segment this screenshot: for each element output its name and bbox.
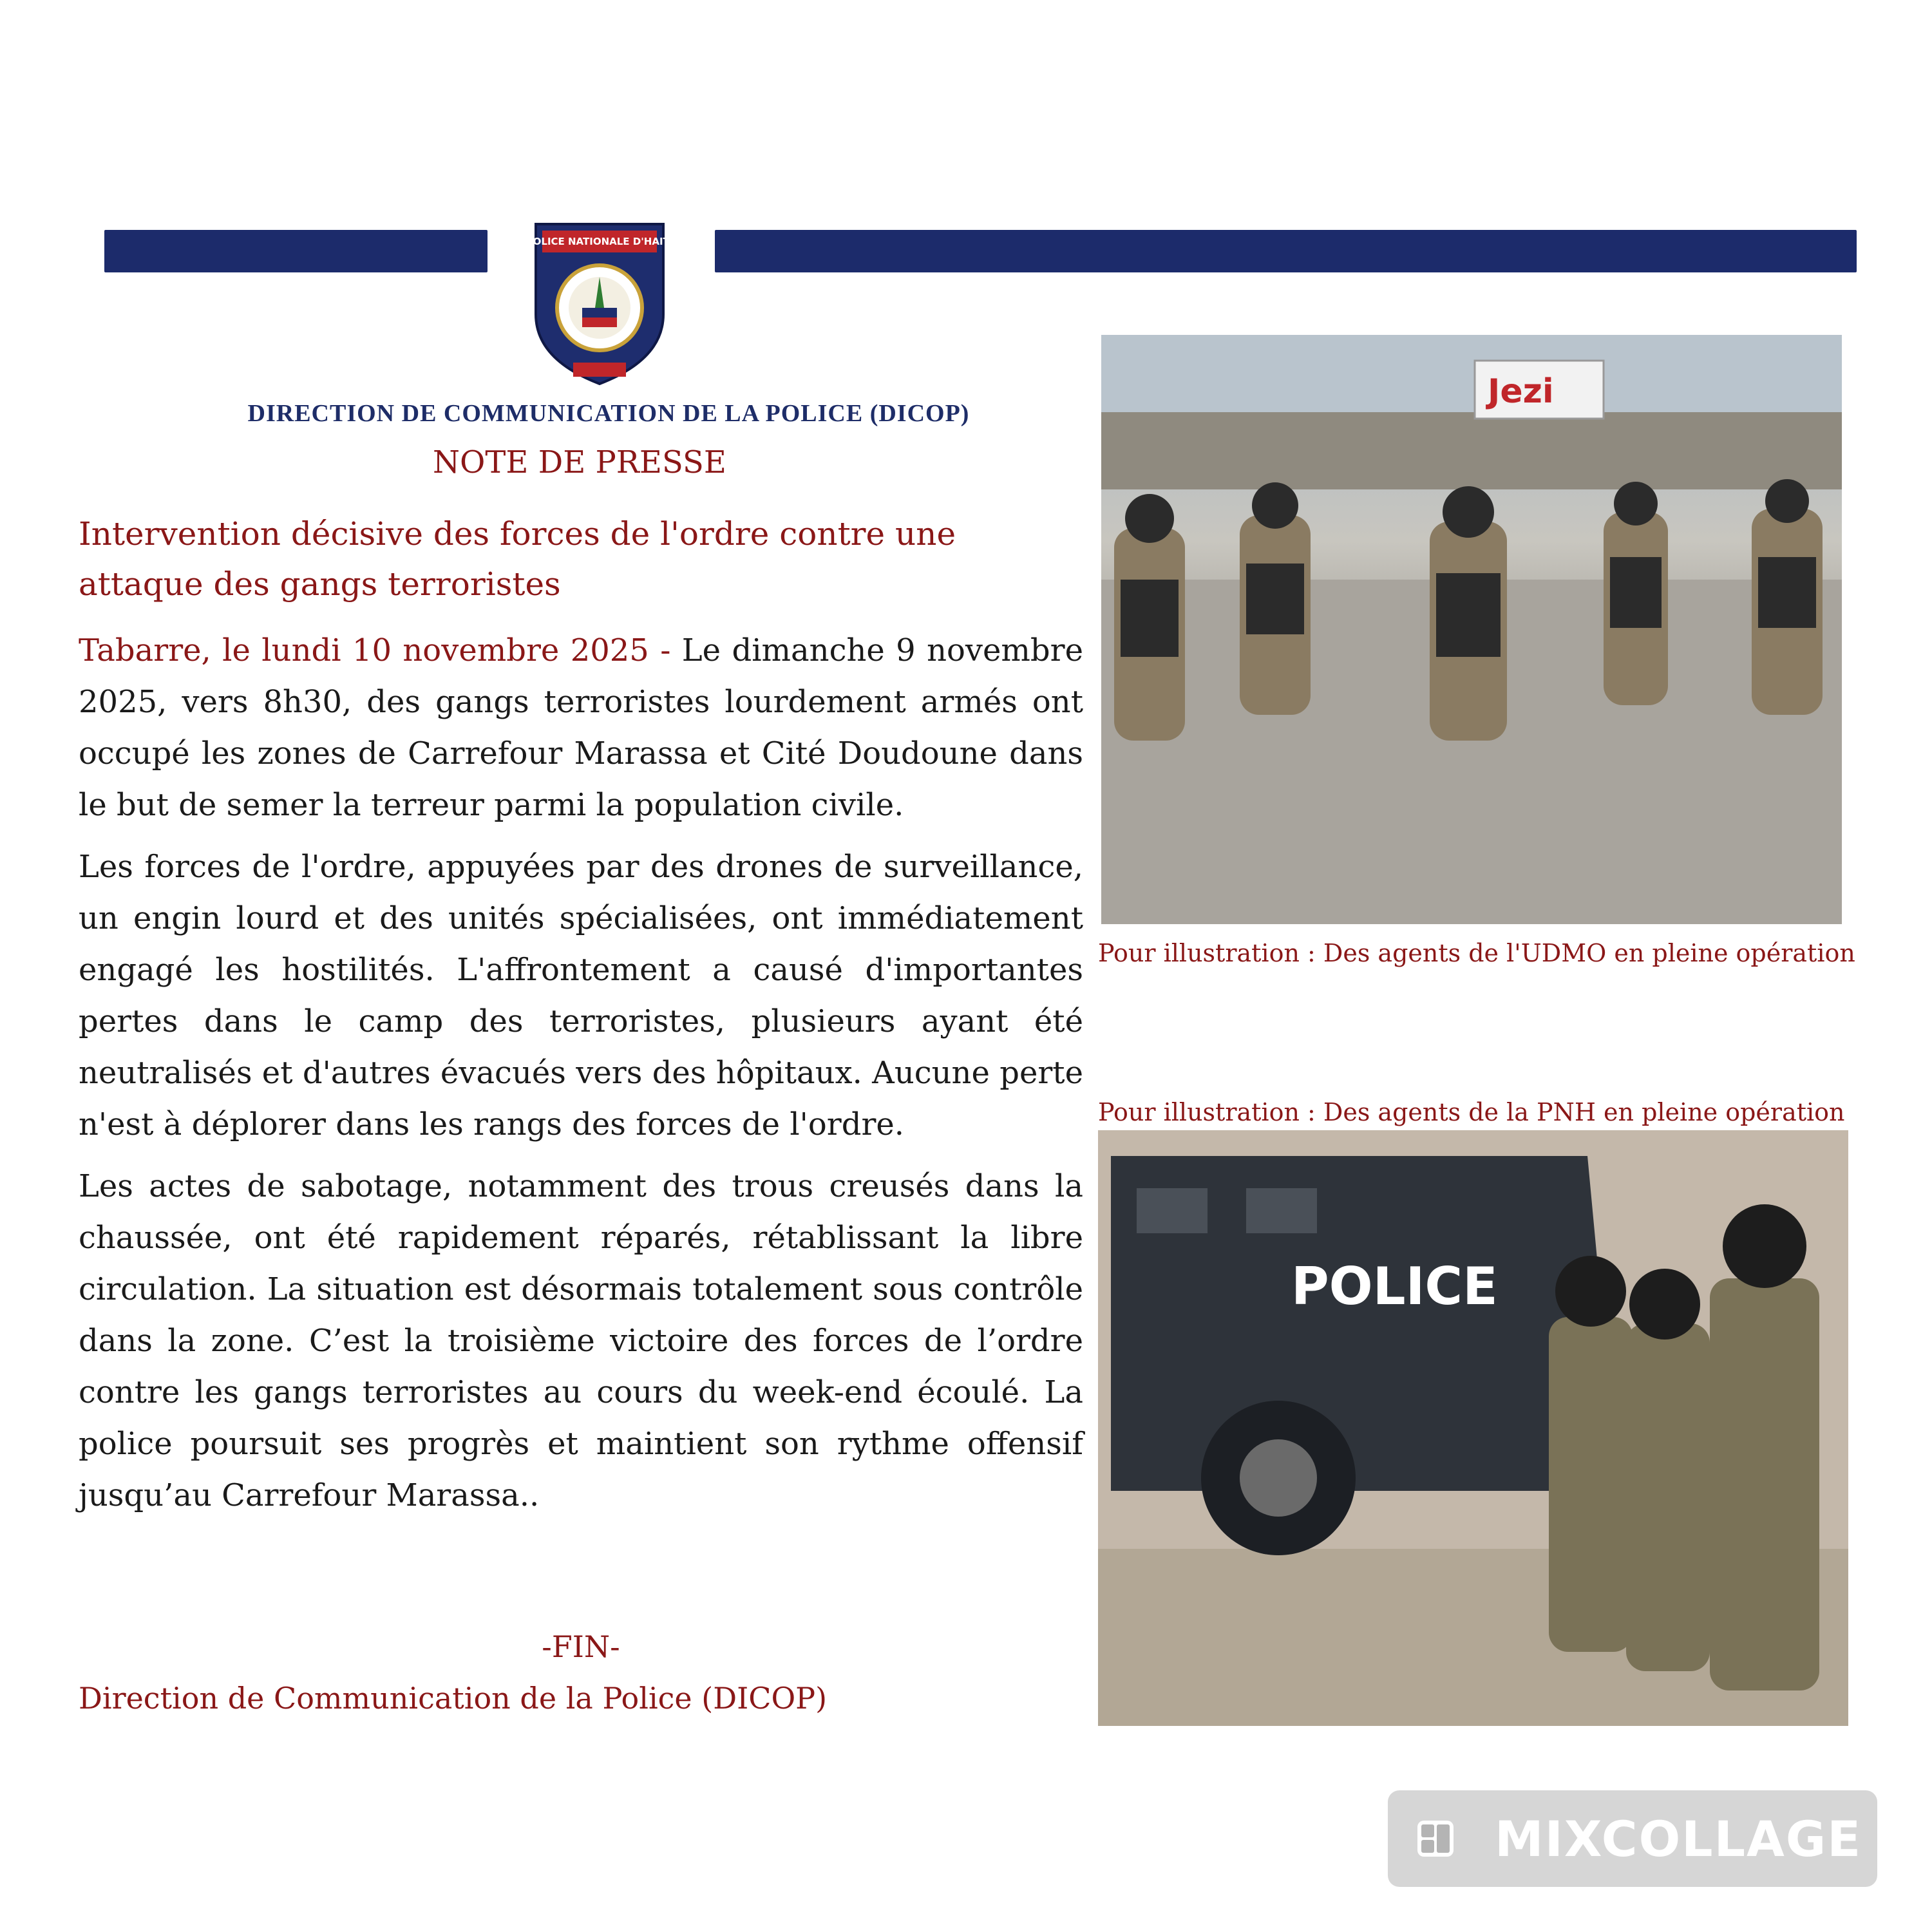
badge-label: POLICE NATIONALE D'HAITI [528, 236, 671, 247]
paragraph-1 [79, 625, 1083, 831]
signature: Direction de Communication de la Police (DICOP) [79, 1681, 828, 1716]
paragraph-1-text: Le dimanche 9 novembre 2025, vers 8h30, des gangs terroristes lourdement armés ont occupé les zones de Carrefour Marassa et Cité Doudoune dans le but de semer la terreur parmi la population civile. [79, 632, 1084, 823]
paragraph-2: Les forces de l'ordre, appuyées par des drones de surveillance, un engin lourd et des unités spécialisées, ont immédiatement engagé les hostilités. L'affrontement a causé d'importantes pertes dans le camp des terroristes, plusieurs ayant été neutralisés et d'autres évacués vers des hôpitaux. Aucune perte n'est à déplorer dans les rangs des forces de l'ordre. [79, 849, 1083, 1142]
collage-icon [1415, 1818, 1456, 1859]
paragraph-3: Les actes de sabotage, notamment des trous creusés dans la chaussée, ont été rapidement réparés, rétablissant la libre circulation. La situation est désormais totalement sous contrôle dans la zone. C’est la troisième victoire des forces de l’ordre contre les gangs terroristes au cours du week-end écoulé. La police poursuit ses progrès et maintient son rythme offensif jusqu’au Carrefour Marassa.. [79, 1168, 1083, 1513]
police-badge-logo [528, 218, 671, 386]
photo-caption-2: Pour illustration : Des agents de la PNH en pleine opération [1098, 1098, 1845, 1126]
article-headline: Intervention décisive des forces de l'ordre contre une attaque des gangs terroristes [79, 515, 956, 603]
header-bar-right [715, 230, 1857, 272]
dateline: Tabarre, le lundi 10 novembre 2025 - [79, 632, 671, 668]
street-sign-text: Jezi [1488, 372, 1554, 411]
photo-pnh-agents [1098, 1130, 1848, 1726]
agency-name: DIRECTION DE COMMUNICATION DE LA POLICE (DICOP) [247, 400, 970, 427]
end-marker: -FIN- [542, 1629, 620, 1664]
vehicle-police-text: POLICE [1291, 1256, 1498, 1316]
photo-udmo-agents [1101, 335, 1842, 924]
article-body [79, 625, 1083, 1531]
photo-caption-1: Pour illustration : Des agents de l'UDMO en pleine opération [1098, 939, 1855, 967]
mixcollage-watermark [1388, 1790, 1877, 1887]
header-bar-left [104, 230, 488, 272]
watermark-text: MIXCOLLAGE [1495, 1810, 1862, 1868]
press-note-title: NOTE DE PRESSE [433, 444, 726, 480]
